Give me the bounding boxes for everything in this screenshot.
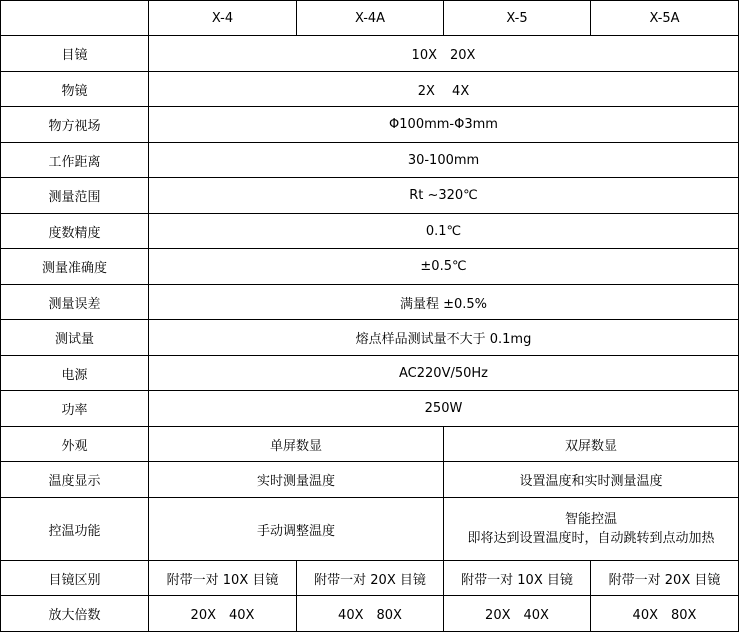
row-value: ±0.5℃ <box>149 249 739 285</box>
row-label: 控温功能 <box>1 498 149 561</box>
row-label: 目镜区别 <box>1 561 149 596</box>
row-label: 物镜 <box>1 72 149 107</box>
row-label: 外观 <box>1 427 149 462</box>
row-objective <box>1 72 739 107</box>
magnification-x5: 20X 40X <box>444 596 591 632</box>
row-value: 0.1℃ <box>149 214 739 249</box>
control-right <box>444 498 739 561</box>
magnification-x4a: 40X 80X <box>297 596 444 632</box>
eyepiece-diff-x5: 附带一对 10X 目镜 <box>444 561 591 596</box>
row-value: Rt ~320℃ <box>149 178 739 214</box>
header-x5: X-5 <box>444 1 591 36</box>
control-right-line2: 即将达到设置温度时，自动跳转到点动加热 <box>467 531 715 546</box>
row-label: 目镜 <box>1 36 149 72</box>
row-temperature-control <box>1 498 739 561</box>
header-x4a: X-4A <box>297 1 444 36</box>
row-label: 功率 <box>1 391 149 427</box>
row-value: 30-100mm <box>149 143 739 178</box>
control-right-line1: 智能控温 <box>564 512 617 527</box>
row-reading-precision <box>1 214 739 249</box>
display-left: 实时测量温度 <box>149 462 444 498</box>
row-value: 250W <box>149 391 739 427</box>
row-label: 放大倍数 <box>1 596 149 632</box>
row-value: AC220V/50Hz <box>149 356 739 391</box>
display-right: 设置温度和实时测量温度 <box>444 462 739 498</box>
row-value: 10X 20X <box>149 36 739 72</box>
row-value: 满量程 ±0.5% <box>149 285 739 320</box>
row-label: 温度显示 <box>1 462 149 498</box>
row-eyepiece-difference <box>1 561 739 596</box>
row-label: 物方视场 <box>1 107 149 143</box>
control-left: 手动调整温度 <box>149 498 444 561</box>
row-appearance <box>1 427 739 462</box>
row-working-distance <box>1 143 739 178</box>
row-accuracy <box>1 249 739 285</box>
header-corner-cell <box>1 1 149 36</box>
eyepiece-diff-x4: 附带一对 10X 目镜 <box>149 561 297 596</box>
row-value: 2X 4X <box>149 72 739 107</box>
header-x4: X-4 <box>149 1 297 36</box>
appearance-dual-screen: 双屏数显 <box>444 427 739 462</box>
row-label: 测量范围 <box>1 178 149 214</box>
header-row <box>1 1 739 36</box>
row-label: 测量准确度 <box>1 249 149 285</box>
row-label: 度数精度 <box>1 214 149 249</box>
row-label: 测量误差 <box>1 285 149 320</box>
row-label: 工作距离 <box>1 143 149 178</box>
row-measure-range <box>1 178 739 214</box>
row-label: 测试量 <box>1 320 149 356</box>
magnification-x5a: 40X 80X <box>591 596 739 632</box>
row-error <box>1 285 739 320</box>
header-x5a: X-5A <box>591 1 739 36</box>
row-power <box>1 391 739 427</box>
eyepiece-diff-x5a: 附带一对 20X 目镜 <box>591 561 739 596</box>
eyepiece-diff-x4a: 附带一对 20X 目镜 <box>297 561 444 596</box>
row-magnification <box>1 596 739 632</box>
row-value: 熔点样品测试量不大于 0.1mg <box>149 320 739 356</box>
row-sample-amount <box>1 320 739 356</box>
row-eyepiece <box>1 36 739 72</box>
row-label: 电源 <box>1 356 149 391</box>
magnification-x4: 20X 40X <box>149 596 297 632</box>
appearance-single-screen: 单屏数显 <box>149 427 444 462</box>
row-temperature-display <box>1 462 739 498</box>
row-power-supply <box>1 356 739 391</box>
row-value: Φ100mm-Φ3mm <box>149 107 739 143</box>
row-field-of-view <box>1 107 739 143</box>
